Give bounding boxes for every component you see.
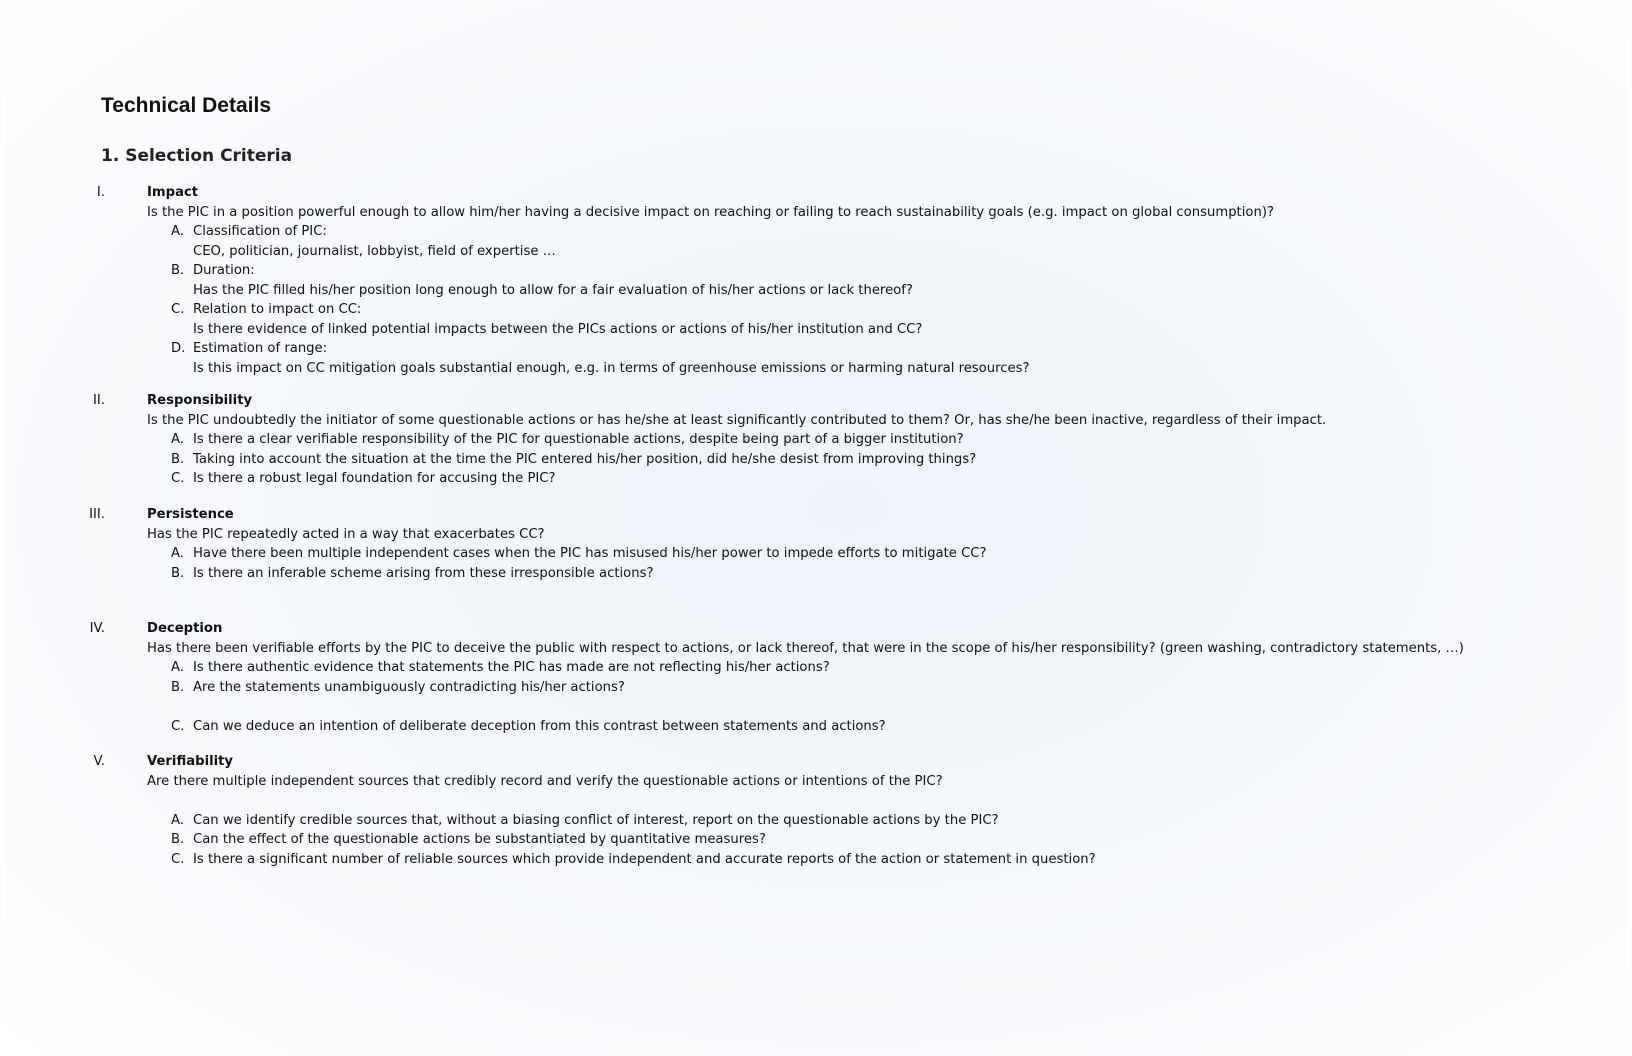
criterion-verifiability <box>5 752 1605 869</box>
item-letter: A. <box>171 660 184 675</box>
criterion-impact <box>5 183 1605 378</box>
document-page <box>5 0 1627 1056</box>
item-label: Is there authentic evidence that statements the PIC has made are not reflecting his/her actions? <box>193 660 830 675</box>
item-letter: A. <box>171 224 184 239</box>
item-label: Is there a robust legal foundation for accusing the PIC? <box>193 471 556 486</box>
item-letter: C. <box>171 851 185 867</box>
item-label: Estimation of range: <box>193 341 328 356</box>
item-letter: B. <box>171 565 185 581</box>
criterion-question: Has there been verifiable efforts by the PIC to deceive the public with respect to actions, or lack thereof, that were in the scope of his/her responsibility? (green washing, contradictory statements, …) <box>147 640 1464 656</box>
item-label: Classification of PIC: <box>193 224 327 239</box>
criterion-question: Are there multiple independent sources that credibly record and verify the questionable actions or intentions of the PIC? <box>147 773 943 789</box>
criterion-title: Responsibility <box>147 393 253 408</box>
criterion-title: Verifiability <box>147 754 234 769</box>
criterion-numeral: V. <box>93 754 105 769</box>
criterion-numeral: II. <box>93 393 105 408</box>
item-detail: Has the PIC filled his/her position long enough to allow for a fair evaluation of his/her actions or lack thereof? <box>193 282 913 298</box>
item-label: Can we identify credible sources that, without a biasing conflict of interest, report on the questionable actions by the PIC? <box>193 812 999 828</box>
criterion-responsibility <box>5 391 1605 489</box>
item-label: Is there an inferable scheme arising from these irresponsible actions? <box>193 565 654 581</box>
item-letter: C. <box>171 471 185 486</box>
item-label: Relation to impact on CC: <box>193 302 362 317</box>
item-label: Taking into account the situation at the time the PIC entered his/her position, did he/she desist from improving things? <box>193 451 977 467</box>
item-detail: Is this impact on CC mitigation goals substantial enough, e.g. in terms of greenhouse emissions or harming natural resources? <box>193 360 1030 376</box>
criterion-question: Is the PIC undoubtedly the initiator of some questionable actions or has he/she at least significantly contributed to them? Or, has she/he been inactive, regardless of their impact. <box>147 412 1327 428</box>
item-detail: CEO, politician, journalist, lobbyist, field of expertise … <box>193 243 556 259</box>
item-label: Can we deduce an intention of deliberate deception from this contrast between statements and actions? <box>193 718 886 734</box>
item-letter: D. <box>171 341 186 356</box>
criterion-question: Has the PIC repeatedly acted in a way that exacerbates CC? <box>147 526 545 542</box>
criterion-title: Deception <box>147 621 223 636</box>
item-letter: B. <box>171 263 185 278</box>
item-label: Have there been multiple independent cases when the PIC has misused his/her power to impede efforts to mitigate CC? <box>193 546 987 561</box>
criterion-numeral: I. <box>96 185 105 200</box>
document-title: Technical Details <box>101 94 272 117</box>
item-label: Is there a clear verifiable responsibility of the PIC for questionable actions, despite being part of a bigger institution? <box>193 432 964 447</box>
item-letter: B. <box>171 832 185 847</box>
item-letter: C. <box>171 302 185 317</box>
criterion-numeral: III. <box>89 507 105 522</box>
criterion-question: Is the PIC in a position powerful enough to allow him/her having a decisive impact on reaching or failing to reach sustainability goals (e.g. impact on global consumption)? <box>147 204 1274 220</box>
criterion-deception <box>5 619 1605 736</box>
item-label: Is there a significant number of reliable sources which provide independent and accurate reports of the action or statement in question? <box>193 851 1096 867</box>
criterion-title: Persistence <box>147 507 234 522</box>
criterion-title: Impact <box>147 185 199 200</box>
item-letter: C. <box>171 718 185 734</box>
item-letter: A. <box>171 812 184 828</box>
criterion-numeral: IV. <box>89 621 105 636</box>
item-detail: Is there evidence of linked potential impacts between the PICs actions or actions of his/her institution and CC? <box>193 321 923 337</box>
item-letter: B. <box>171 451 185 467</box>
item-letter: B. <box>171 679 185 695</box>
criterion-persistence <box>5 505 1605 583</box>
item-label: Can the effect of the questionable actions be substantiated by quantitative measures? <box>193 832 766 847</box>
item-label: Are the statements unambiguously contradicting his/her actions? <box>193 679 625 695</box>
section-heading: 1. Selection Criteria <box>101 146 293 166</box>
item-label: Duration: <box>193 263 255 278</box>
item-letter: A. <box>171 546 184 561</box>
item-letter: A. <box>171 432 184 447</box>
